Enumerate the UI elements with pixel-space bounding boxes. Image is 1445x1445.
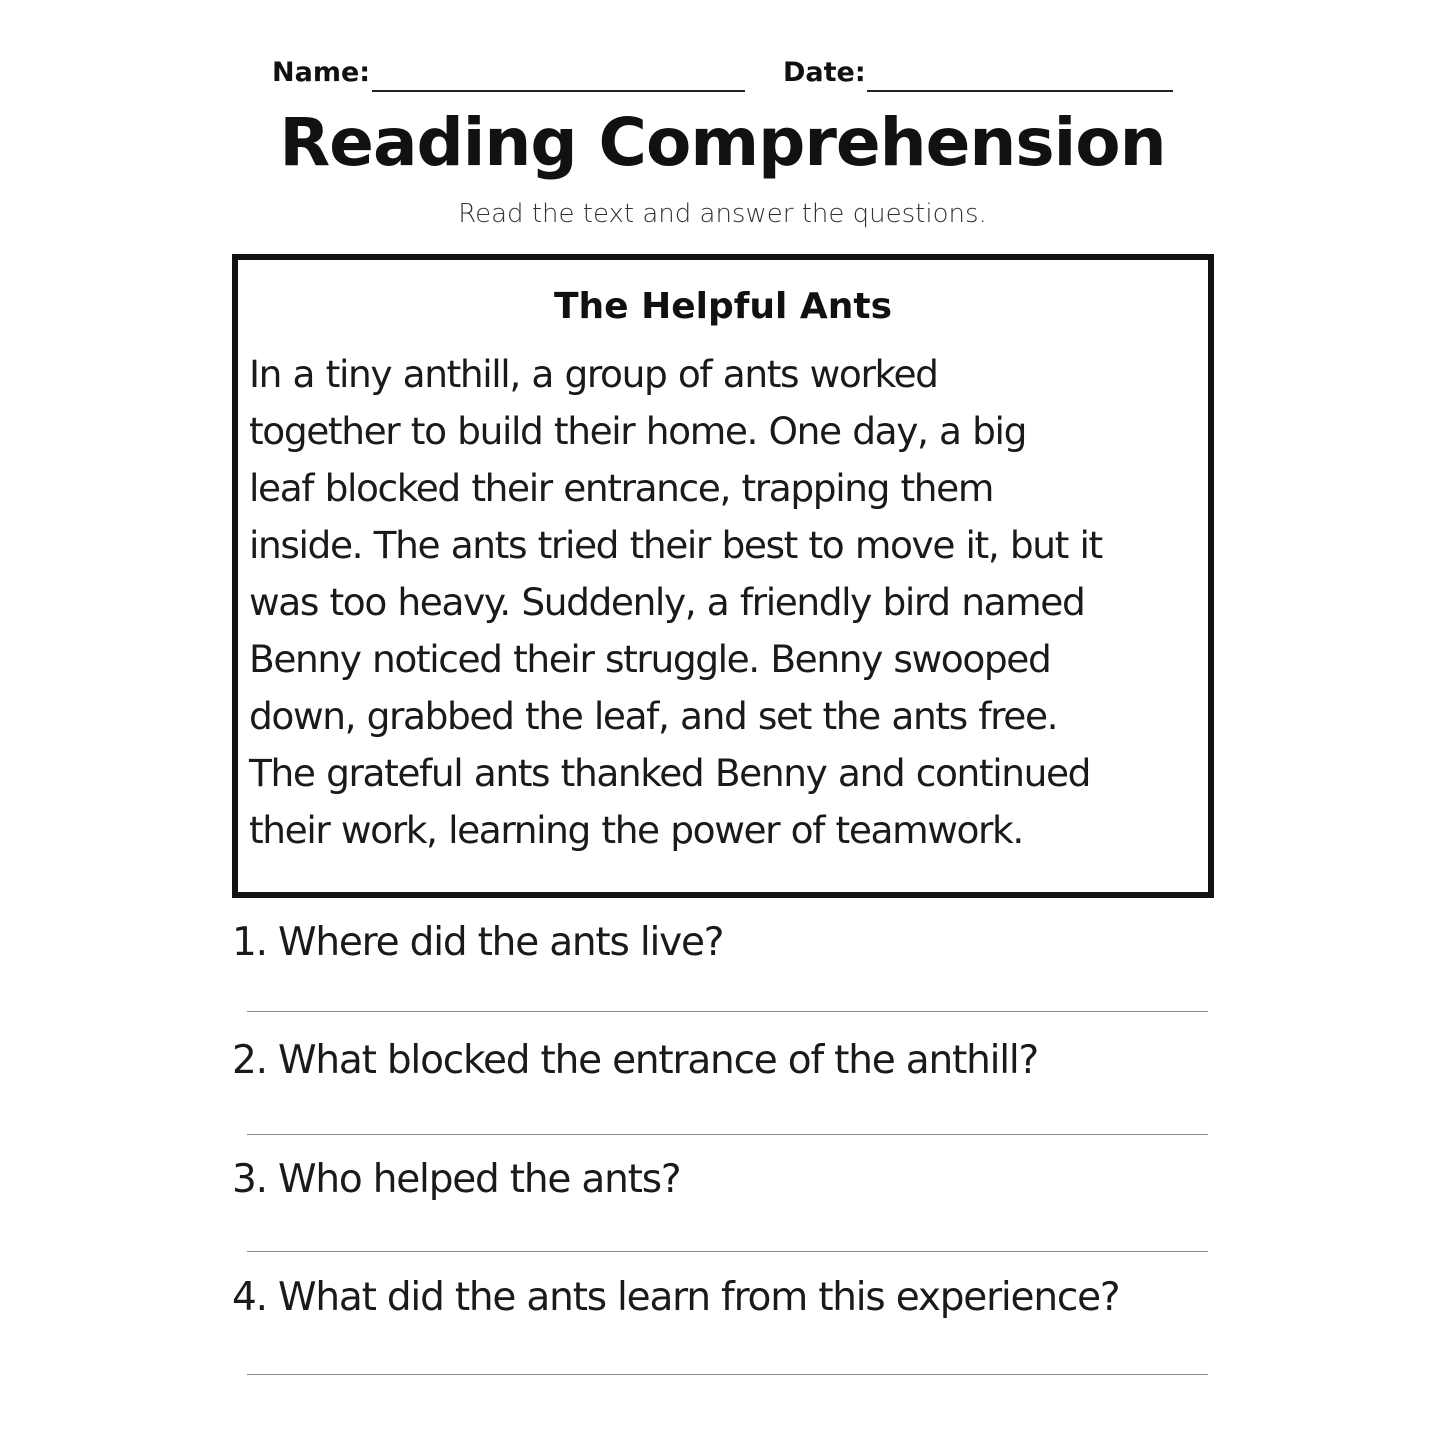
date-field[interactable] xyxy=(867,90,1173,92)
passage-line: down, grabbed the leaf, and set the ants free. xyxy=(249,694,1058,738)
name-field[interactable] xyxy=(372,90,745,92)
question-3: 3. Who helped the ants? xyxy=(232,1157,681,1202)
page-title: Reading Comprehension xyxy=(279,104,1166,181)
question-2: 2. What blocked the entrance of the anthill? xyxy=(232,1038,1039,1083)
passage-line: was too heavy. Suddenly, a friendly bird named xyxy=(249,580,1085,624)
instructions: Read the text and answer the questions. xyxy=(458,199,987,229)
question-1: 1. Where did the ants live? xyxy=(232,920,724,965)
passage-line: their work, learning the power of teamwork. xyxy=(249,808,1023,852)
header-fields xyxy=(0,48,1445,98)
passage-line: together to build their home. One day, a big xyxy=(249,409,1026,453)
passage-line: leaf blocked their entrance, trapping them xyxy=(249,466,993,510)
passage-line: The grateful ants thanked Benny and continued xyxy=(249,751,1091,795)
passage-text xyxy=(249,346,1199,859)
passage-box xyxy=(232,254,1214,898)
passage-line: In a tiny anthill, a group of ants worked xyxy=(249,352,938,396)
question-4: 4. What did the ants learn from this experience? xyxy=(232,1275,1120,1320)
answer-line-3[interactable] xyxy=(247,1251,1208,1252)
name-label: Name: xyxy=(272,57,371,88)
passage-line: Benny noticed their struggle. Benny swooped xyxy=(249,637,1051,681)
answer-line-1[interactable] xyxy=(247,1011,1208,1012)
passage-line: inside. The ants tried their best to move it, but it xyxy=(249,523,1102,567)
date-label: Date: xyxy=(783,57,866,88)
passage-title: The Helpful Ants xyxy=(553,286,893,327)
answer-line-4[interactable] xyxy=(247,1374,1208,1375)
answer-line-2[interactable] xyxy=(247,1134,1208,1135)
